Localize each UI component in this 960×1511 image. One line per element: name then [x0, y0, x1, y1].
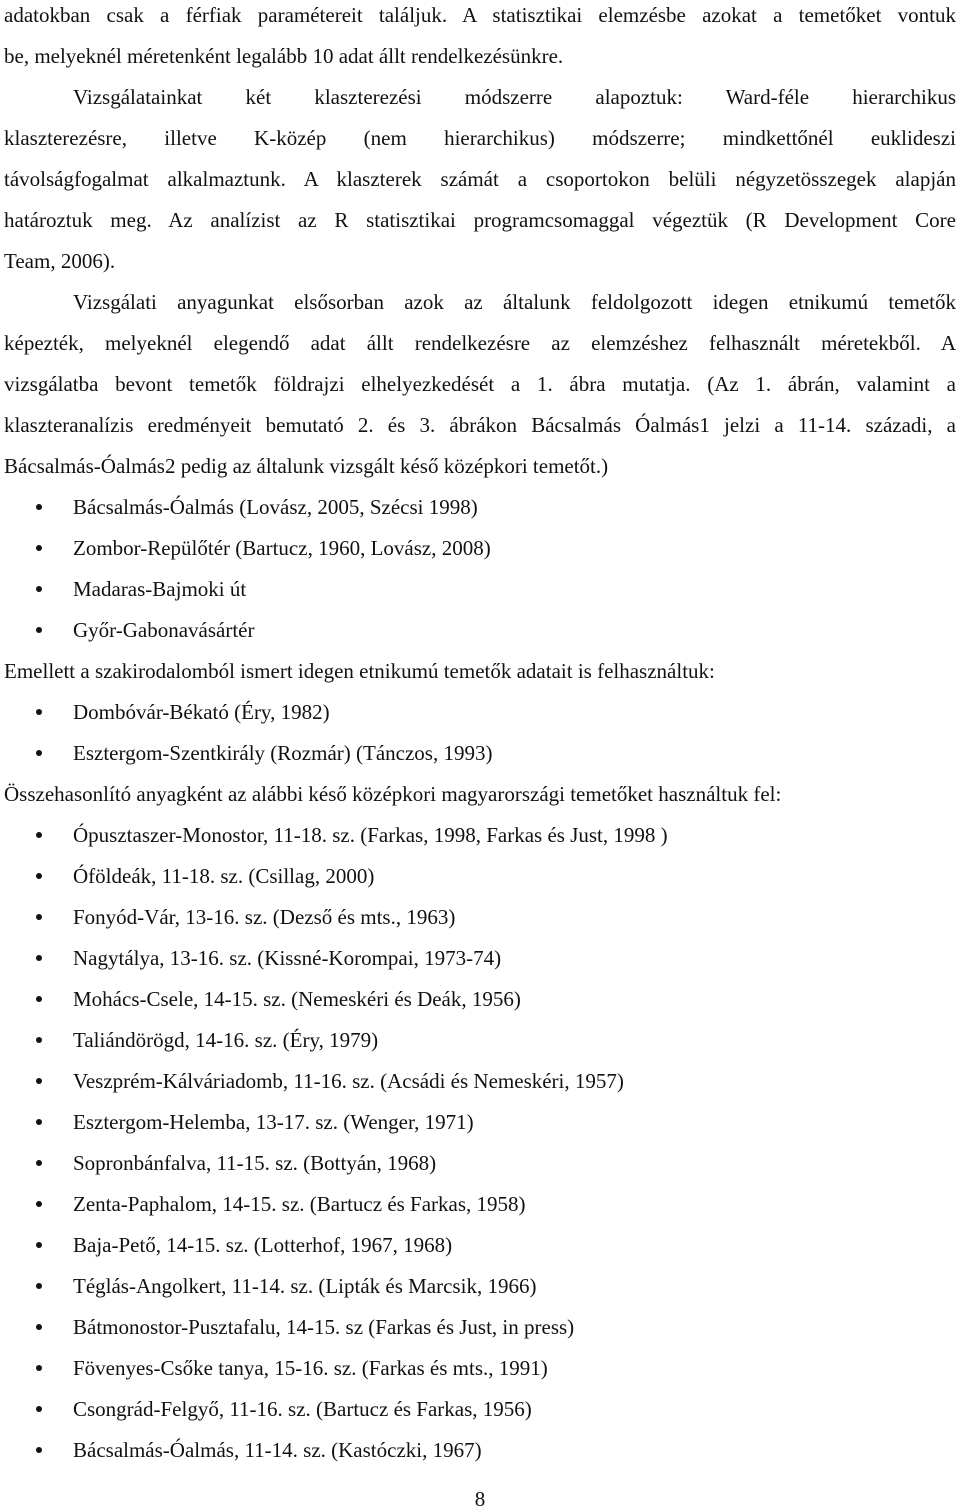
list-item [0, 535, 960, 563]
bullet-icon [36, 996, 42, 1002]
list-item [0, 617, 960, 645]
list-item [0, 1437, 960, 1465]
bullet-icon [36, 709, 42, 715]
bullet-icon [36, 1283, 42, 1289]
list-item-text: Veszprém-Kálváriadomb, 11-16. sz. (Acsádi és Nemeskéri, 1957) [73, 1069, 624, 1093]
list-item-text: Dombóvár-Békató (Éry, 1982) [73, 700, 330, 724]
list-item [0, 494, 960, 522]
list-item [0, 863, 960, 891]
list-item-text: Taliándörögd, 14-16. sz. (Éry, 1979) [73, 1028, 379, 1052]
bullet-icon [36, 1406, 42, 1412]
list-item-text: Téglás-Angolkert, 11-14. sz. (Lipták és Marcsik, 1966) [73, 1274, 537, 1298]
list-item-text: Óföldeák, 11-18. sz. (Csillag, 2000) [73, 864, 375, 888]
list-item-text: Madaras-Bajmoki út [73, 577, 247, 601]
page-number: 8 [474, 1487, 486, 1511]
list-item-text: Baja-Pető, 14-15. sz. (Lotterhof, 1967, 1968) [73, 1233, 453, 1257]
list-item [0, 699, 960, 727]
list-item-text: Sopronbánfalva, 11-15. sz. (Bottyán, 1968) [73, 1151, 437, 1175]
list-item-text: Bácsalmás-Óalmás (Lovász, 2005, Szécsi 1998) [73, 495, 478, 519]
list-item [0, 986, 960, 1014]
bullet-icon [36, 1160, 42, 1166]
bullet-icon [36, 1447, 42, 1453]
bullet-icon [36, 504, 42, 510]
list-item-text: Ópusztaszer-Monostor, 11-18. sz. (Farkas, 1998, Farkas és Just, 1998 ) [73, 823, 668, 847]
list-item-text: Fonyód-Vár, 13-16. sz. (Dezső és mts., 1963) [73, 905, 456, 929]
list-item [0, 904, 960, 932]
bullet-icon [36, 1201, 42, 1207]
list-item-text: Fövenyes-Csőke tanya, 15-16. sz. (Farkas és mts., 1991) [73, 1356, 548, 1380]
bullet-icon [36, 1078, 42, 1084]
bullet-icon [36, 750, 42, 756]
bullet-icon [36, 1037, 42, 1043]
paragraph-line: vizsgálatba bevont temetők földrajzi elhelyezkedését a 1. ábra mutatja. (Az 1. ábrán, valamint a [4, 372, 956, 396]
bullet-icon [36, 586, 42, 592]
paragraph-line: távolságfogalmat alkalmaztunk. A klaszterek számát a csoportokon belüli négyzetösszegek alapján [4, 167, 956, 191]
bullet-icon [36, 1365, 42, 1371]
list-item [0, 740, 960, 768]
bullet-icon [36, 627, 42, 633]
paragraph-line: klaszterezésre, illetve K-közép (nem hierarchikus) módszerre; mindkettőnél euklideszi [4, 126, 956, 150]
list-item-text: Zenta-Paphalom, 14-15. sz. (Bartucz és Farkas, 1958) [73, 1192, 526, 1216]
list-item-text: Mohács-Csele, 14-15. sz. (Nemeskéri és Deák, 1956) [73, 987, 521, 1011]
list-item [0, 1068, 960, 1096]
list-item [0, 576, 960, 604]
paragraph-line: adatokban csak a férfiak paramétereit találjuk. A statisztikai elemzésbe azokat a temetőket vontuk [4, 3, 956, 27]
paragraph-line: Bácsalmás-Óalmás2 pedig az általunk vizsgált késő középkori temetőt.) [4, 454, 609, 478]
list-item [0, 1109, 960, 1137]
list-item [0, 1314, 960, 1342]
list-item [0, 1150, 960, 1178]
list-item [0, 1191, 960, 1219]
bullet-icon [36, 832, 42, 838]
section-intro: Emellett a szakirodalomból ismert idegen etnikumú temetők adatait is felhasználtuk: [4, 659, 715, 683]
paragraph-line: határoztuk meg. Az analízist az R statisztikai programcsomaggal végeztük (R Development Core [4, 208, 956, 232]
list-item-text: Zombor-Repülőtér (Bartucz, 1960, Lovász, 2008) [73, 536, 491, 560]
paragraph-line: Vizsgálati anyagunkat elsősorban azok az általunk feldolgozott idegen etnikumú temetők [73, 290, 956, 314]
list-item-text: Esztergom-Helemba, 13-17. sz. (Wenger, 1971) [73, 1110, 474, 1134]
bullet-icon [36, 955, 42, 961]
bullet-icon [36, 1119, 42, 1125]
list-item [0, 1273, 960, 1301]
list-item-text: Bácsalmás-Óalmás, 11-14. sz. (Kastóczki, 1967) [73, 1438, 482, 1462]
list-item [0, 1355, 960, 1383]
list-item-text: Nagytálya, 13-16. sz. (Kissné-Korompai, 1973-74) [73, 946, 502, 970]
bullet-icon [36, 1324, 42, 1330]
bullet-icon [36, 545, 42, 551]
list-item [0, 1027, 960, 1055]
paragraph-line: be, melyeknél méretenként legalább 10 adat állt rendelkezésünkre. [4, 44, 564, 68]
list-item [0, 1396, 960, 1424]
list-item-text: Bátmonostor-Pusztafalu, 14-15. sz (Farkas és Just, in press) [73, 1315, 575, 1339]
list-item-text: Esztergom-Szentkirály (Rozmár) (Tánczos, 1993) [73, 741, 493, 765]
list-item [0, 822, 960, 850]
paragraph-line: Team, 2006). [4, 249, 116, 273]
list-item-text: Csongrád-Felgyő, 11-16. sz. (Bartucz és Farkas, 1956) [73, 1397, 532, 1421]
paragraph-line: klaszteranalízis eredményeit bemutató 2. és 3. ábrákon Bácsalmás Óalmás1 jelzi a 11-14. századi, a [4, 413, 956, 437]
bullet-icon [36, 873, 42, 879]
list-item-text: Győr-Gabonavásártér [73, 618, 255, 642]
list-item [0, 1232, 960, 1260]
bullet-icon [36, 914, 42, 920]
paragraph-line: képezték, melyeknél elegendő adat állt rendelkezésre az elemzéshez felhasznált méretekből. A [4, 331, 956, 355]
paragraph-line: Vizsgálatainkat két klaszterezési módszerre alapoztuk: Ward-féle hierarchikus [73, 85, 956, 109]
section-intro: Összehasonlító anyagként az alábbi késő középkori magyarországi temetőket használtuk fel: [4, 782, 782, 806]
list-item [0, 945, 960, 973]
bullet-icon [36, 1242, 42, 1248]
